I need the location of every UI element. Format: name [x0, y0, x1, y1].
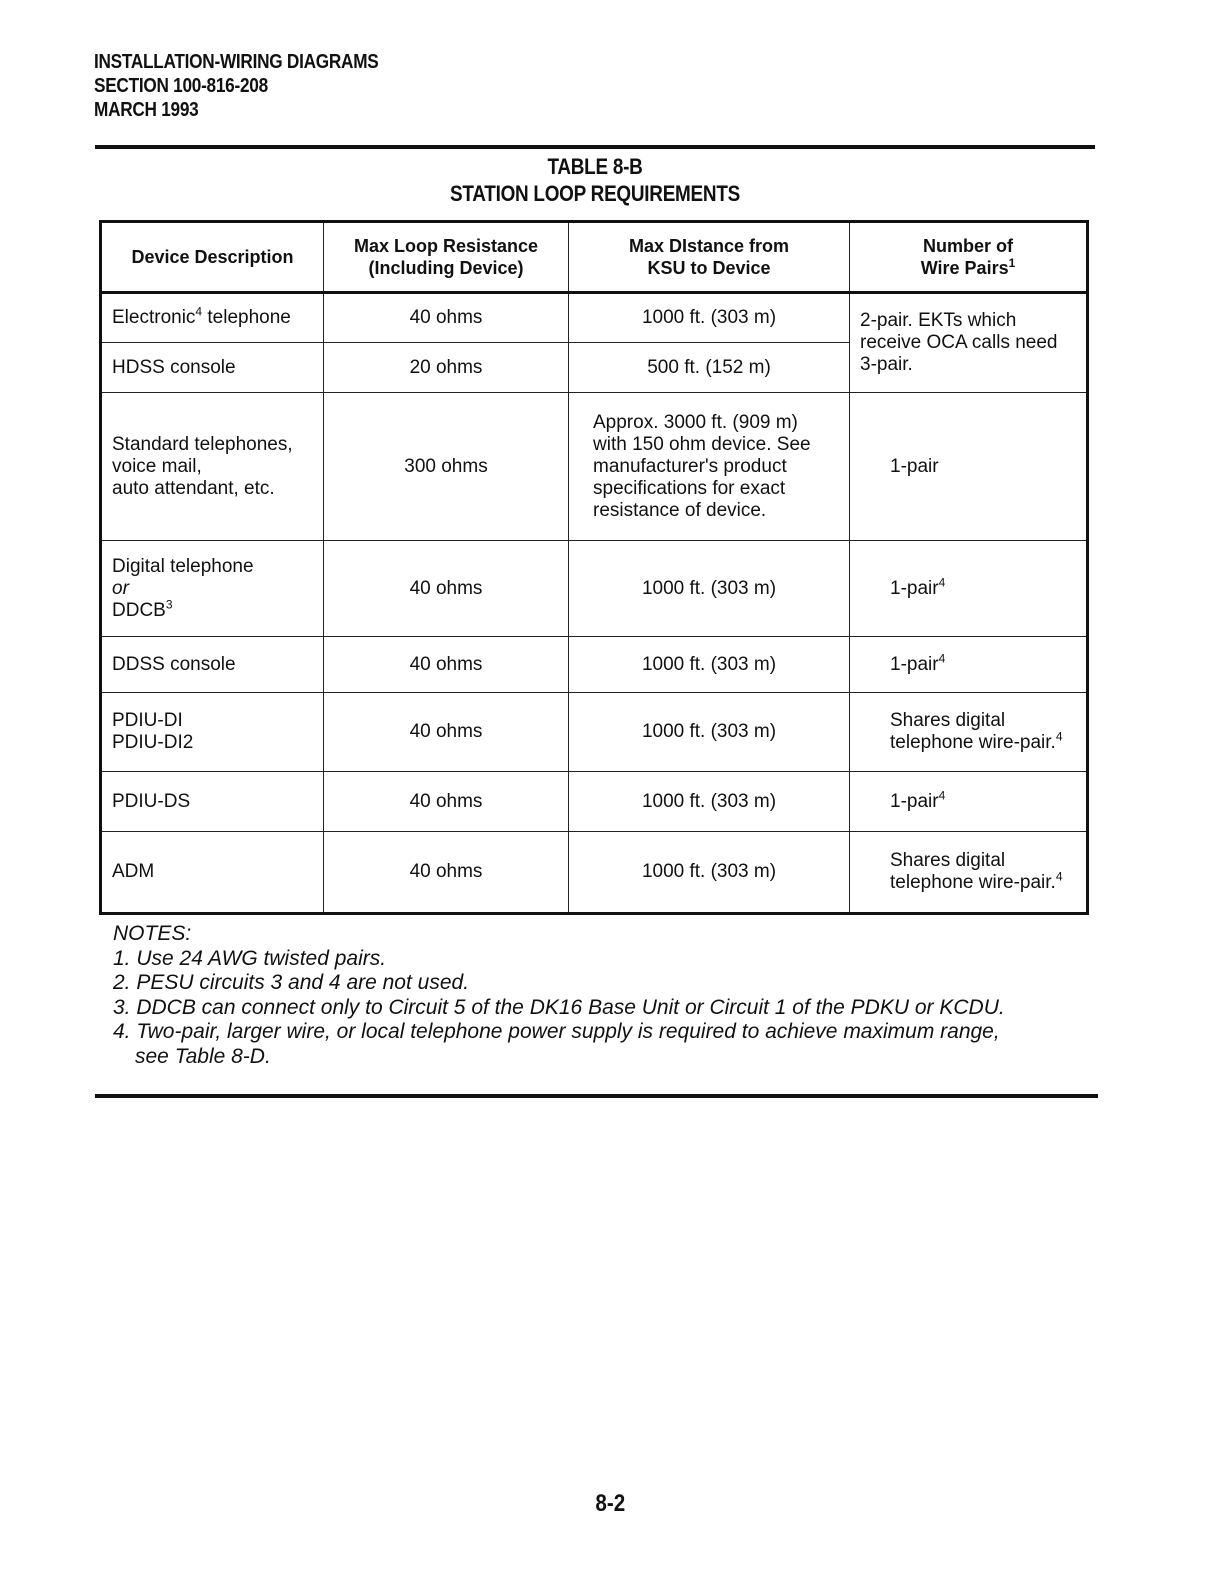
- note-4-continued: see Table 8-D.: [135, 1044, 271, 1068]
- bottom-rule: [95, 1094, 1098, 1098]
- notes-heading: NOTES:: [113, 922, 192, 945]
- cell-distance: 1000 ft. (303 m): [569, 293, 850, 343]
- header-date: MARCH 1993: [94, 99, 199, 121]
- col-wire-pairs: Number of Wire Pairs$^1$: [850, 222, 1088, 293]
- cell-resistance: 300 ohms: [324, 393, 569, 541]
- note-1: 1. Use 24 AWG twisted pairs.: [113, 946, 387, 970]
- cell-wire-pairs: 1-pair$^4$: [850, 637, 1088, 693]
- cell-device: HDSS console: [101, 343, 324, 393]
- cell-distance: 1000 ft. (303 m): [569, 832, 850, 914]
- note-4: 4. Two-pair, larger wire, or local telephone power supply is required to achieve maximum range,: [113, 1020, 1000, 1043]
- cell-wire-pairs: 1-pair$^4$: [850, 541, 1088, 637]
- cell-wire-pairs: 1-pair: [850, 393, 1088, 541]
- col-distance: Max DIstance from KSU to Device: [569, 222, 850, 293]
- cell-resistance: 40 ohms: [324, 832, 569, 914]
- cell-resistance: 20 ohms: [324, 343, 569, 393]
- table-row: [101, 832, 1088, 914]
- header-title: INSTALLATION-WIRING DIAGRAMS: [94, 51, 379, 73]
- table-row: [101, 541, 1088, 637]
- table-row: [101, 693, 1088, 772]
- cell-resistance: 40 ohms: [324, 637, 569, 693]
- cell-resistance: 40 ohms: [324, 693, 569, 772]
- cell-wire-pairs: Shares digital telephone wire-pair.$^4$: [850, 693, 1088, 772]
- table-notes: [113, 922, 1005, 1069]
- note-2: 2. PESU circuits 3 and 4 are not used.: [113, 971, 470, 994]
- col-resistance: Max Loop Resistance (Including Device): [324, 222, 569, 293]
- cell-distance: 1000 ft. (303 m): [569, 772, 850, 832]
- header-section: SECTION 100-816-208: [94, 75, 268, 97]
- cell-device: DDSS console: [101, 637, 324, 693]
- table-name: STATION LOOP REQUIREMENTS: [450, 181, 740, 206]
- table-row: [101, 393, 1088, 541]
- table-title: [95, 153, 1095, 207]
- cell-device: PDIU-DI PDIU-DI2: [101, 693, 324, 772]
- cell-resistance: 40 ohms: [324, 772, 569, 832]
- page-number: 8-2: [595, 1490, 625, 1517]
- cell-distance: 500 ft. (152 m): [569, 343, 850, 393]
- top-rule: [95, 145, 1095, 149]
- cell-distance: 1000 ft. (303 m): [569, 637, 850, 693]
- cell-distance: 1000 ft. (303 m): [569, 541, 850, 637]
- table-number: TABLE 8-B: [547, 154, 643, 179]
- table-row: [101, 293, 1088, 343]
- cell-device: Electronic$^4$ telephone: [101, 293, 324, 343]
- cell-wire-pairs: Shares digital telephone wire-pair.$^4$: [850, 832, 1088, 914]
- cell-wire-pairs: 2-pair. EKTs which receive OCA calls need 3-pair.: [850, 293, 1088, 393]
- station-loop-table: [99, 220, 1089, 915]
- cell-wire-pairs: 1-pair$^4$: [850, 772, 1088, 832]
- cell-device: Digital telephone or DDCB$^3$: [101, 541, 324, 637]
- cell-distance: Approx. 3000 ft. (909 m) with 150 ohm device. See manufacturer's product specifications for exact resistance of device.: [569, 393, 850, 541]
- table-header-row: [101, 222, 1088, 293]
- cell-resistance: 40 ohms: [324, 541, 569, 637]
- cell-device: ADM: [101, 832, 324, 914]
- table-row: [101, 772, 1088, 832]
- cell-device: PDIU-DS: [101, 772, 324, 832]
- document-header: [94, 50, 379, 122]
- table-row: [101, 637, 1088, 693]
- cell-resistance: 40 ohms: [324, 293, 569, 343]
- col-device: Device Description: [101, 222, 324, 293]
- note-3: 3. DDCB can connect only to Circuit 5 of the DK16 Base Unit or Circuit 1 of the PDKU or KCDU.: [113, 995, 1005, 1019]
- cell-distance: 1000 ft. (303 m): [569, 693, 850, 772]
- cell-device: Standard telephones, voice mail, auto attendant, etc.: [101, 393, 324, 541]
